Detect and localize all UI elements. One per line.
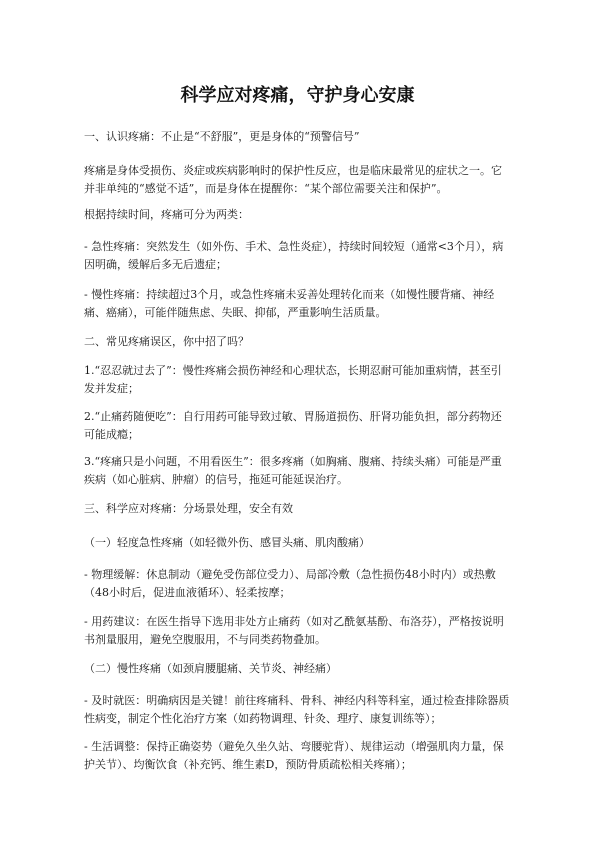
list-item: 2.“止痛药随便吃”：自行用药可能导致过敏、胃肠道损伤、肝肾功能负担，部分药物还可能成瘾； <box>84 410 502 441</box>
section-heading-3: 三、科学应对疼痛：分场景处理，安全有效 <box>84 502 293 515</box>
list-item: 1.“忍忍就过去了”：慢性疼痛会损伤神经和心理状态，长期忍耐可能加重病情，甚至引发并发症； <box>84 364 502 395</box>
list-item: - 慢性疼痛：持续超过3个月，或急性疼痛未妥善处理转化而来（如慢性腰背痛、神经痛、癌痛），可能伴随焦虑、失眠、抑郁，严重影响生活质量。 <box>84 288 495 319</box>
paragraph: 根据持续时间，疼痛可分为两类： <box>84 208 249 221</box>
section-heading-1: 一、认识疼痛：不止是“不舒服”，更是身体的“预警信号” <box>84 130 360 143</box>
subsection-heading: （二）慢性疼痛（如颈肩腰腿痛、关节炎、神经痛） <box>84 662 337 675</box>
list-item: - 用药建议：在医生指导下选用非处方止痛药（如对乙酰氨基酚、布洛芬），严格按说明书剂量服用，避免空腹服用，不与同类药物叠加。 <box>84 615 504 646</box>
paragraph: 疼痛是身体受损伤、炎症或疾病影响时的保护性反应，也是临床最常见的症状之一。它并非单纯的“感觉不适”，而是身体在提醒你：“某个部位需要关注和保护”。 <box>84 164 502 195</box>
document-title: 科学应对疼痛，守护身心安康 <box>180 85 415 107</box>
list-item: - 生活调整：保持正确姿势（避免久坐久站、弯腰驼背）、规律运动（增强肌肉力量，保护关节）、均衡饮食（补充钙、维生素D，预防骨质疏松相关疼痛）； <box>84 740 504 771</box>
list-item: - 及时就医：明确病因是关键！前往疼痛科、骨科、神经内科等科室，通过检查排除器质性病变，制定个性化治疗方案（如药物调理、针灸、理疗、康复训练等）； <box>84 694 510 725</box>
section-heading-2: 二、常见疼痛误区，你中招了吗？ <box>84 335 249 348</box>
list-item: - 物理缓解：休息制动（避免受伤部位受力）、局部冷敷（急性损伤48小时内）或热敷（48小时后，促进血液循环）、轻柔按摩； <box>84 568 496 599</box>
list-item: - 急性疼痛：突然发生（如外伤、手术、急性炎症），持续时间较短（通常<3个月），病因明确，缓解后多无后遗症； <box>84 240 504 271</box>
list-item: 3.“疼痛只是小问题，不用看医生”：很多疼痛（如胸痛、腹痛、持续头痛）可能是严重疾病（如心脏病、肿瘤）的信号，拖延可能延误治疗。 <box>84 455 502 486</box>
subsection-heading: （一）轻度急性疼痛（如轻微外伤、感冒头痛、肌肉酸痛） <box>84 536 370 549</box>
